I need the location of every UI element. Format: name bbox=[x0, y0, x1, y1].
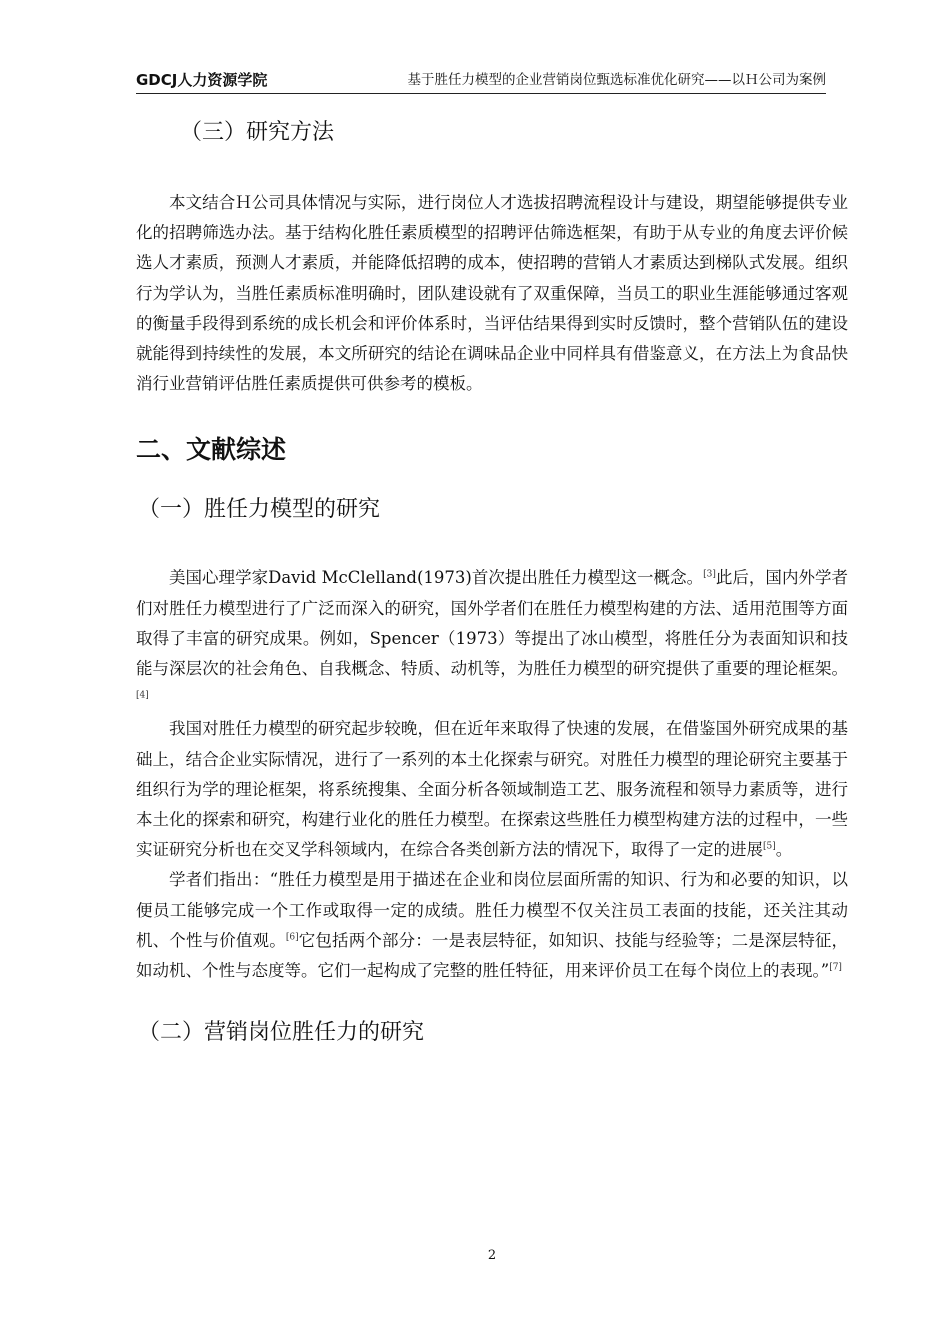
heading-literature-review: 二、文献综述 bbox=[136, 435, 287, 465]
running-header bbox=[136, 68, 826, 94]
text-segment: 学者们指出：“胜任力模型是用于描述在企业和岗位层面所需的知识、行为和必要的知识，以便员工能够完成一个工作或取得一定的成绩。胜任力模型不仅关注员工表面的技能，还关注其动机、个性与价值观。 bbox=[136, 870, 848, 950]
paragraph-mcclelland bbox=[136, 563, 848, 714]
page-number: 2 bbox=[487, 1248, 497, 1263]
citation-6: [6] bbox=[285, 932, 299, 943]
paragraph-research-method: 本文结合Ｈ公司具体情况与实际，进行岗位人才选拔招聘流程设计与建设，期望能够提供专业化的招聘筛选办法。基于结构化胜任素质模型的招聘评估筛选框架，有助于从专业的角度去评价候选人才素质，预测人才素质，并能降低招聘的成本，使招聘的营销人才素质达到梯队式发展。组织行为学认为，当胜任素质标准明确时，团队建设就有了双重保障，当员工的职业生涯能够通过客观的衡量手段得到系统的成长机会和评价体系时，当评估结果得到实时反馈时，整个营销队伍的建设就能得到持续性的发展，本文所研究的结论在调味品企业中同样具有借鉴意义，在方法上为食品快消行业营销评估胜任素质提供可供参考的模板。 bbox=[136, 193, 848, 394]
header-institution: GDCJ人力资源学院 bbox=[136, 71, 268, 89]
citation-7: [7] bbox=[829, 962, 842, 973]
citation-5: [5] bbox=[763, 841, 776, 852]
citation-4: [4] bbox=[136, 690, 149, 701]
citation-3: [3] bbox=[703, 569, 716, 580]
paragraph-scholar-definition bbox=[136, 865, 848, 986]
heading-research-method: （三）研究方法 bbox=[180, 120, 335, 145]
text-segment: 我国对胜任力模型的研究起步较晚，但在近年来取得了快速的发展，在借鉴国外研究成果的基础上，结合企业实际情况，进行了一系列的本土化探索与研究。对胜任力模型的理论研究主要基于组织行为学的理论框架，将系统搜集、全面分析各领域制造工艺、服务流程和领导力素质等，进行本土化的探索和研究，构建行业化的胜任力模型。在探索这些胜任力模型构建方法的过程中，一些实证研究分析也在交叉学科领域内，在综合各类创新方法的情况下，取得了一定的进展 bbox=[136, 719, 848, 860]
paragraph-domestic-research bbox=[136, 714, 848, 865]
text-segment: 此后，国内外学者们对胜任力模型进行了广泛而深入的研究，国外学者们在胜任力模型构建的方法、适用范围等方面取得了丰富的研究成果。例如，Spencer（1973）等提出了冰山模型，将胜任分为表面知识和技能与深层次的社会角色、自我概念、特质、动机等，为胜任力模型的研究提供了重要的理论框架。 bbox=[136, 568, 848, 679]
page-body bbox=[136, 110, 848, 1048]
header-divider bbox=[136, 93, 826, 94]
heading-competency-model-research: （一）胜任力模型的研究 bbox=[138, 497, 381, 523]
text-segment: 美国心理学家David McClelland(1973)首次提出胜任力模型这一概念。 bbox=[169, 568, 704, 588]
text-segment: 。 bbox=[775, 840, 793, 860]
text-segment: 它包括两个部分：一是表层特征，如知识、技能与经验等；二是深层特征，如动机、个性与态度等。它们一起构成了完整的胜任特征，用来评价员工在每个岗位上的表现。” bbox=[136, 930, 849, 981]
heading-marketing-competency-research: （二）营销岗位胜任力的研究 bbox=[138, 1020, 425, 1046]
header-thesis-title: 基于胜任力模型的企业营销岗位甄选标准优化研究——以Ｈ公司为案例 bbox=[407, 72, 826, 88]
